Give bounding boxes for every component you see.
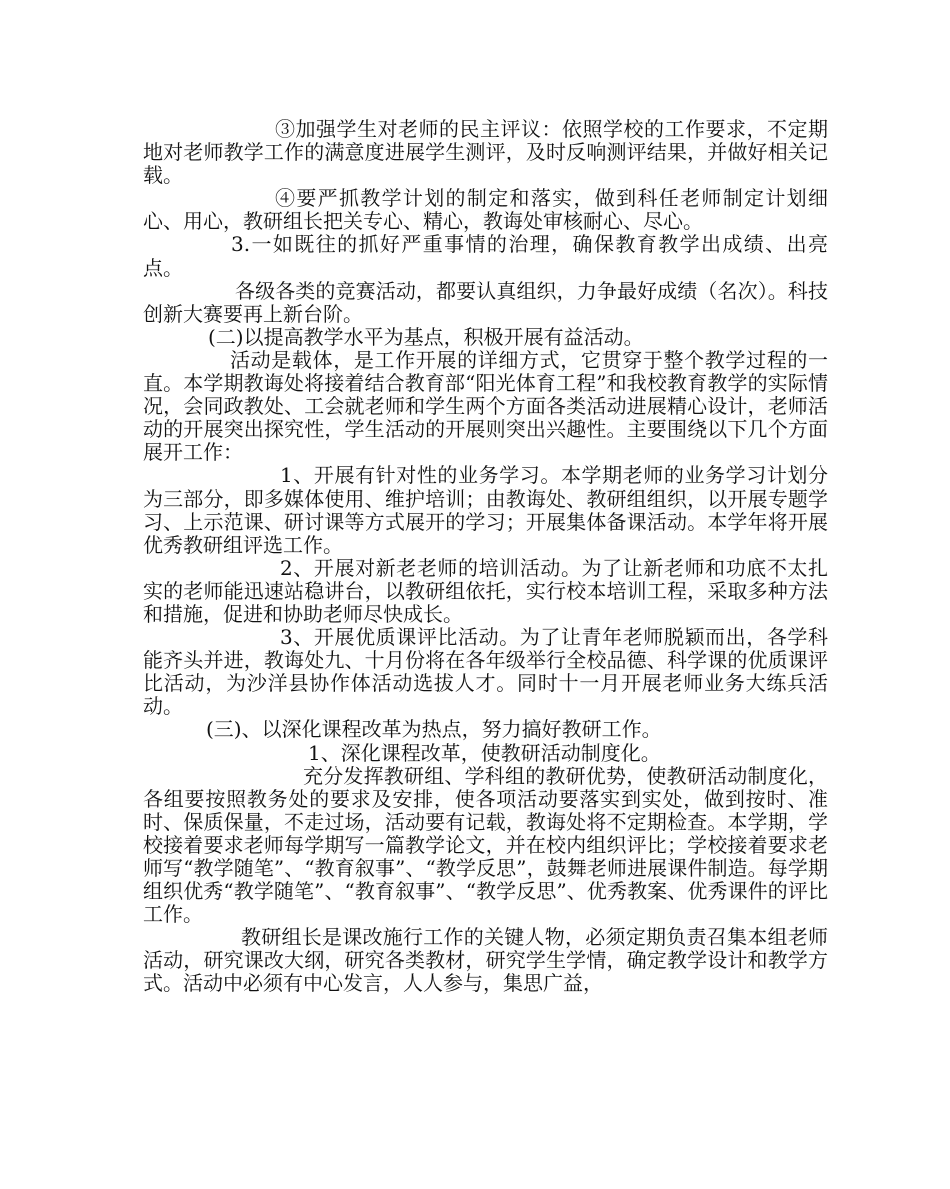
section-heading-3: (三)、以深化课程改革为热点，努力搞好教研工作。 bbox=[206, 717, 662, 742]
paragraph-group-leaders: 教研组长是课改施行工作的关键人物，必须定期负责召集本组老师活动，研究课改大纲，研究各类教材，研究学生学情，确定教学设计和教学方式。活动中必须有中心发言，人人参与，集思广益， bbox=[143, 925, 828, 996]
document-page bbox=[143, 118, 828, 996]
paragraph-activities: 活动是载体，是工作开展的详细方式，它贯穿于整个教学过程的一直。本学期教诲处将接着结合教育部“阳光体育工程”和我校教育教学的实际情况，会同政教处、工会就老师和学生两个方面各类活动进展精心设计，老师活动的开展突出探究性，学生活动的开展则突出兴趣性。主要围绕以下几个方面展开工作： bbox=[143, 347, 828, 465]
paragraph-student-evaluation: ③加强学生对老师的民主评议：依照学校的工作要求，不定期地对老师教学工作的满意度进展学生测评，及时反响测评结果，并做好相关记载。 bbox=[143, 117, 828, 188]
section-heading-2: (二)以提高教学水平为基点，积极开展有益活动。 bbox=[208, 324, 644, 349]
paragraph-major-events: 3.一如既往的抓好严重事情的治理，确保教育教学出成绩、出亮点。 bbox=[143, 232, 828, 280]
subheading-curriculum-reform: 1、深化课程改革，使教研活动制度化。 bbox=[308, 740, 661, 765]
paragraph-teaching-plan: ④要严抓教学计划的制定和落实，做到科任老师制定计划细心、用心，教研组长把关专心、精心，教诲处审核耐心、尽心。 bbox=[143, 186, 828, 234]
paragraph-business-study: 1、开展有针对性的业务学习。本学期老师的业务学习计划分为三部分，即多媒体使用、维护培训；由教诲处、教研组组织，以开展专题学习、上示范课、研讨课等方式展开的学习；开展集体备课活动。本学年将开展优秀教研组评选工作。 bbox=[143, 463, 828, 557]
paragraph-teacher-training: 2、开展对新老老师的培训活动。为了让新老师和功底不太扎实的老师能迅速站稳讲台，以教研组依托，实行校本培训工程，采取多种方法和措施，促进和协助老师尽快成长。 bbox=[143, 555, 828, 626]
paragraph-quality-lessons: 3、开展优质课评比活动。为了让青年老师脱颖而出，各学科能齐头并进，教诲处九、十月份将在各年级举行全校品德、科学课的优质课评比活动，为沙洋县协作体活动选拔人才。同时十一月开展老师业务大练兵活动。 bbox=[143, 625, 828, 719]
paragraph-research-groups: 充分发挥教研组、学科组的教研优势，使教研活动制度化，各组要按照教务处的要求及安排，使各项活动要落实到实处，做到按时、准时、保质保量，不走过场，活动要有记载，教诲处将不定期检查。本学期，学校接着要求老师每学期写一篇教学论文，并在校内组织评比；学校接着要求老师写“教学随笔”、“教育叙事”、“教学反思”，鼓舞老师进展课件制造。每学期组织优秀“教学随笔”、“教育叙事”、“教学反思”、优秀教案、优秀课件的评比工作。 bbox=[143, 763, 828, 927]
paragraph-competitions: 各级各类的竞赛活动，都要认真组织，力争最好成绩（名次）。科技创新大赛要再上新台阶。 bbox=[143, 278, 828, 326]
